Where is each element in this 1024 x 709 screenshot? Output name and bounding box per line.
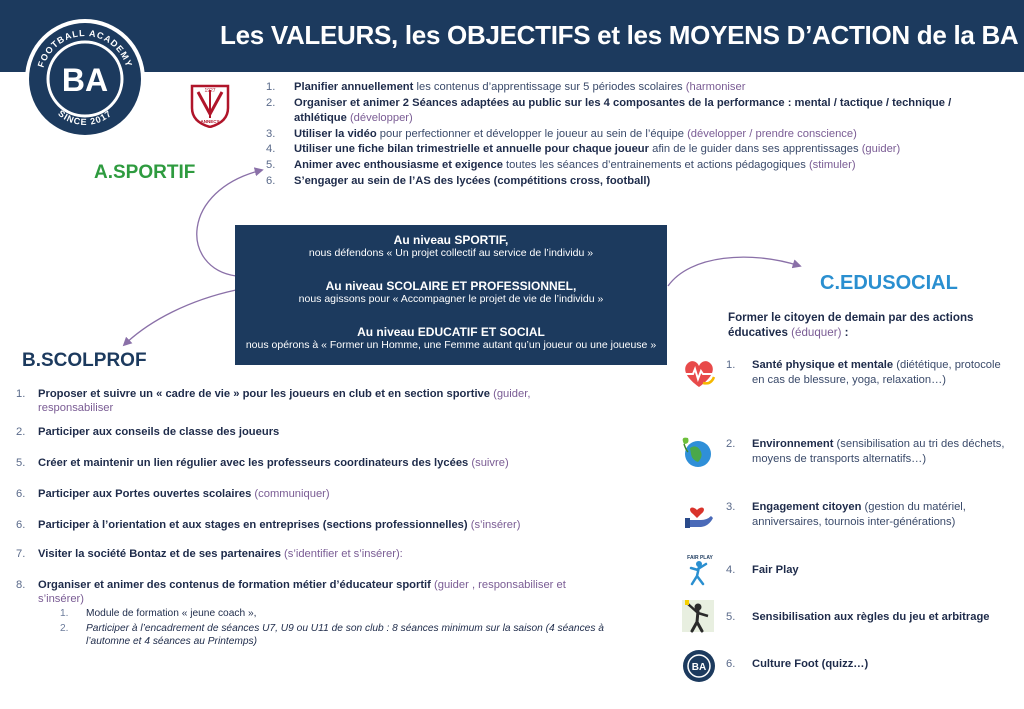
item-text bbox=[752, 563, 799, 578]
item-verb: (guider) bbox=[861, 143, 901, 156]
item-number: 5. bbox=[726, 611, 736, 623]
item-detail-text: afin de le guider dans ses apprentissages bbox=[648, 143, 862, 156]
item-text bbox=[38, 456, 509, 470]
scolprof-item bbox=[16, 518, 596, 532]
item-detail-text: les contenus d’apprentissage sur 5 périodes scolaires bbox=[413, 81, 686, 93]
item-bold-text: Santé physique et mentale bbox=[752, 359, 894, 371]
item-detail-text: (gestion du matériel, anniversaires, tournois inter-générations) bbox=[752, 501, 966, 528]
page-title: Les VALEURS, les OBJECTIFS et les MOYENS D’ACTION de la BA bbox=[220, 20, 1019, 50]
item-bold-text: Utiliser une fiche bilan trimestrielle et annuelle pour chaque joueur bbox=[294, 143, 649, 156]
item-text bbox=[38, 487, 330, 501]
referee-icon bbox=[680, 598, 716, 634]
item-number: 2. bbox=[726, 438, 736, 450]
item-text: Module de formation « jeune coach », bbox=[86, 608, 257, 619]
item-bold-text: Proposer et suivre un « cadre de vie » pour les joueurs en club et en section sportive bbox=[38, 388, 490, 400]
sportif-item bbox=[266, 158, 1006, 174]
item-bold-text: Créer et maintenir un lien régulier avec les professeurs coordinateurs des lycées bbox=[38, 457, 469, 469]
sportif-item bbox=[266, 174, 1006, 190]
values-sportif-heading: Au niveau SPORTIF, bbox=[393, 233, 509, 247]
edusocial-item bbox=[726, 563, 1016, 578]
ba-logo-icon bbox=[681, 648, 717, 684]
sportif-item bbox=[266, 142, 1006, 158]
scolprof-item bbox=[16, 578, 596, 606]
scolprof-sub-item bbox=[60, 622, 620, 648]
item-verb: (guider, responsabiliser bbox=[38, 388, 531, 414]
svg-text:BA: BA bbox=[691, 662, 707, 673]
edusocial-item bbox=[726, 500, 1016, 530]
values-educatif-heading: Au niveau EDUCATIF ET SOCIAL bbox=[357, 325, 545, 339]
heart-pulse-icon bbox=[681, 355, 717, 391]
item-number: 1. bbox=[726, 359, 736, 371]
edusocial-item bbox=[726, 610, 1016, 625]
item-verb: (suivre) bbox=[468, 457, 509, 469]
item-bold-text: Participer aux Portes ouvertes scolaires bbox=[38, 488, 252, 500]
svg-text:ANNECY: ANNECY bbox=[200, 119, 220, 124]
item-text bbox=[294, 142, 900, 158]
item-number: 2. bbox=[266, 96, 276, 109]
sportif-item bbox=[266, 96, 1006, 127]
item-number: 4. bbox=[726, 564, 736, 576]
item-number: 4. bbox=[266, 143, 276, 156]
item-number: 6. bbox=[16, 488, 26, 500]
svg-text:1927: 1927 bbox=[204, 88, 216, 94]
item-number: 6. bbox=[266, 174, 276, 187]
item-text bbox=[294, 96, 1006, 127]
item-detail-text: (diététique, protocole en cas de blessure, yoga, relaxation…) bbox=[752, 359, 1001, 386]
item-bold-text: Participer aux conseils de classe des joueurs bbox=[38, 426, 280, 438]
logo-bottom-text: SINCE 2017 bbox=[56, 108, 114, 128]
logo-top-text: FOOTBALL ACADEMY bbox=[35, 27, 135, 69]
section-title-sportif: A.SPORTIF bbox=[94, 162, 196, 183]
item-text bbox=[38, 387, 596, 415]
hand-heart-icon bbox=[681, 498, 717, 534]
fair-play-icon bbox=[682, 552, 718, 588]
scolprof-item bbox=[16, 387, 596, 415]
item-text bbox=[294, 174, 650, 190]
item-number: 1. bbox=[60, 608, 69, 619]
item-text bbox=[294, 127, 857, 143]
svg-text:FAIR PLAY: FAIR PLAY bbox=[687, 555, 713, 561]
item-bold-text: Organiser et animer des contenus de formation métier d’éducateur sportif bbox=[38, 579, 431, 591]
edusocial-item bbox=[726, 657, 1016, 672]
item-detail-text: toutes les séances d’entrainements et actions pédagogiques bbox=[502, 158, 809, 171]
item-text bbox=[752, 610, 990, 625]
item-bold-text: Planifier annuellement bbox=[294, 81, 414, 93]
item-bold-text: S’engager au sein de l’AS des lycées (compétitions cross, football) bbox=[294, 174, 651, 187]
values-scolaire-heading: Au niveau SCOLAIRE ET PROFESSIONNEL, bbox=[325, 279, 577, 293]
scolprof-item bbox=[16, 425, 596, 439]
item-text bbox=[752, 358, 1016, 388]
item-verb: (harmoniser bbox=[685, 81, 746, 93]
scolprof-sub-item bbox=[60, 607, 620, 620]
scolprof-item bbox=[16, 547, 596, 561]
item-text bbox=[752, 500, 1016, 530]
item-number: 2. bbox=[60, 623, 69, 634]
scolprof-item bbox=[16, 456, 596, 470]
section-title-edusocial: C.EDUSOCIAL bbox=[820, 272, 958, 294]
item-verb: (s’identifier et s’insérer): bbox=[280, 548, 403, 560]
item-text: Participer à l’encadrement de séances U7, U9 ou U11 de son club : 8 séances minimum sur la saison (4 séances à l’automne et 4 séances au Printemps) bbox=[86, 623, 604, 647]
item-detail-text: (sensibilisation au tri des déchets, moyens de transports alternatifs…) bbox=[752, 438, 1005, 465]
sportif-list bbox=[266, 80, 1006, 189]
item-verb: (communiquer) bbox=[251, 488, 330, 500]
item-number: 7. bbox=[16, 548, 26, 560]
values-box bbox=[235, 225, 667, 365]
item-bold-text: Visiter la société Bontaz et de ses partenaires bbox=[38, 548, 281, 560]
item-number: 3. bbox=[726, 501, 736, 513]
item-text bbox=[38, 578, 596, 606]
item-text bbox=[38, 425, 279, 439]
item-number: 3. bbox=[266, 127, 276, 140]
edusocial-intro: Former le citoyen de demain par des actions éducatives (éduquer) : bbox=[728, 311, 974, 339]
item-number: 1. bbox=[16, 388, 26, 400]
item-verb: (développer) bbox=[349, 112, 413, 125]
item-detail-text: pour perfectionner et développer le joueur au sein de l’équipe bbox=[376, 127, 688, 140]
sportif-item bbox=[266, 127, 1006, 143]
sportif-item bbox=[266, 80, 1006, 96]
item-bold-text: Utiliser la vidéo bbox=[294, 127, 377, 140]
item-number: 8. bbox=[16, 579, 26, 591]
values-sportif-text: nous défendons « Un projet collectif au service de l’individu » bbox=[308, 247, 594, 259]
item-text bbox=[294, 80, 745, 96]
item-text bbox=[752, 437, 1016, 467]
academy-logo bbox=[24, 18, 146, 140]
logo-initials: BA bbox=[61, 62, 109, 98]
item-number: 2. bbox=[16, 426, 26, 438]
item-text bbox=[38, 547, 403, 561]
item-verb: (s’insérer) bbox=[467, 519, 521, 531]
item-bold-text: Environnement bbox=[752, 438, 834, 450]
earth-plant-icon bbox=[678, 434, 714, 470]
section-title-scolprof: B.SCOLPROF bbox=[22, 350, 147, 371]
edusocial-item bbox=[726, 358, 1016, 388]
item-text bbox=[752, 657, 868, 672]
item-bold-text: Organiser et animer 2 Séances adaptées au public sur les 4 composantes de la performance : mental / tactique / technique / athlétique bbox=[294, 96, 952, 125]
item-number: 1. bbox=[266, 81, 276, 93]
item-text bbox=[38, 518, 520, 532]
item-number: 6. bbox=[16, 519, 26, 531]
edusocial-item bbox=[726, 437, 1016, 467]
item-bold-text: Culture Foot (quizz…) bbox=[752, 658, 869, 670]
values-educatif-text: nous opérons à « Former un Homme, une Femme autant qu’un joueur ou une joueuse » bbox=[245, 339, 657, 351]
item-number: 5. bbox=[16, 457, 26, 469]
item-bold-text: Participer à l’orientation et aux stages en entreprises (sections professionnelles) bbox=[38, 519, 468, 531]
club-badge-icon bbox=[190, 84, 230, 128]
item-text bbox=[294, 158, 856, 174]
item-number: 6. bbox=[726, 658, 736, 670]
values-scolaire-text: nous agissons pour « Accompagner le projet de vie de l’individu » bbox=[298, 293, 604, 305]
item-number: 5. bbox=[266, 158, 276, 171]
item-bold-text: Fair Play bbox=[752, 564, 799, 576]
item-bold-text: Animer avec enthousiasme et exigence bbox=[294, 158, 503, 171]
item-bold-text: Engagement citoyen bbox=[752, 501, 862, 513]
item-verb: (guider , responsabiliser et s’insérer) bbox=[38, 579, 566, 605]
item-bold-text: Sensibilisation aux règles du jeu et arbitrage bbox=[752, 611, 990, 623]
item-verb: (développer / prendre conscience) bbox=[687, 127, 857, 140]
item-verb: (stimuler) bbox=[808, 158, 856, 171]
scolprof-item bbox=[16, 487, 596, 501]
